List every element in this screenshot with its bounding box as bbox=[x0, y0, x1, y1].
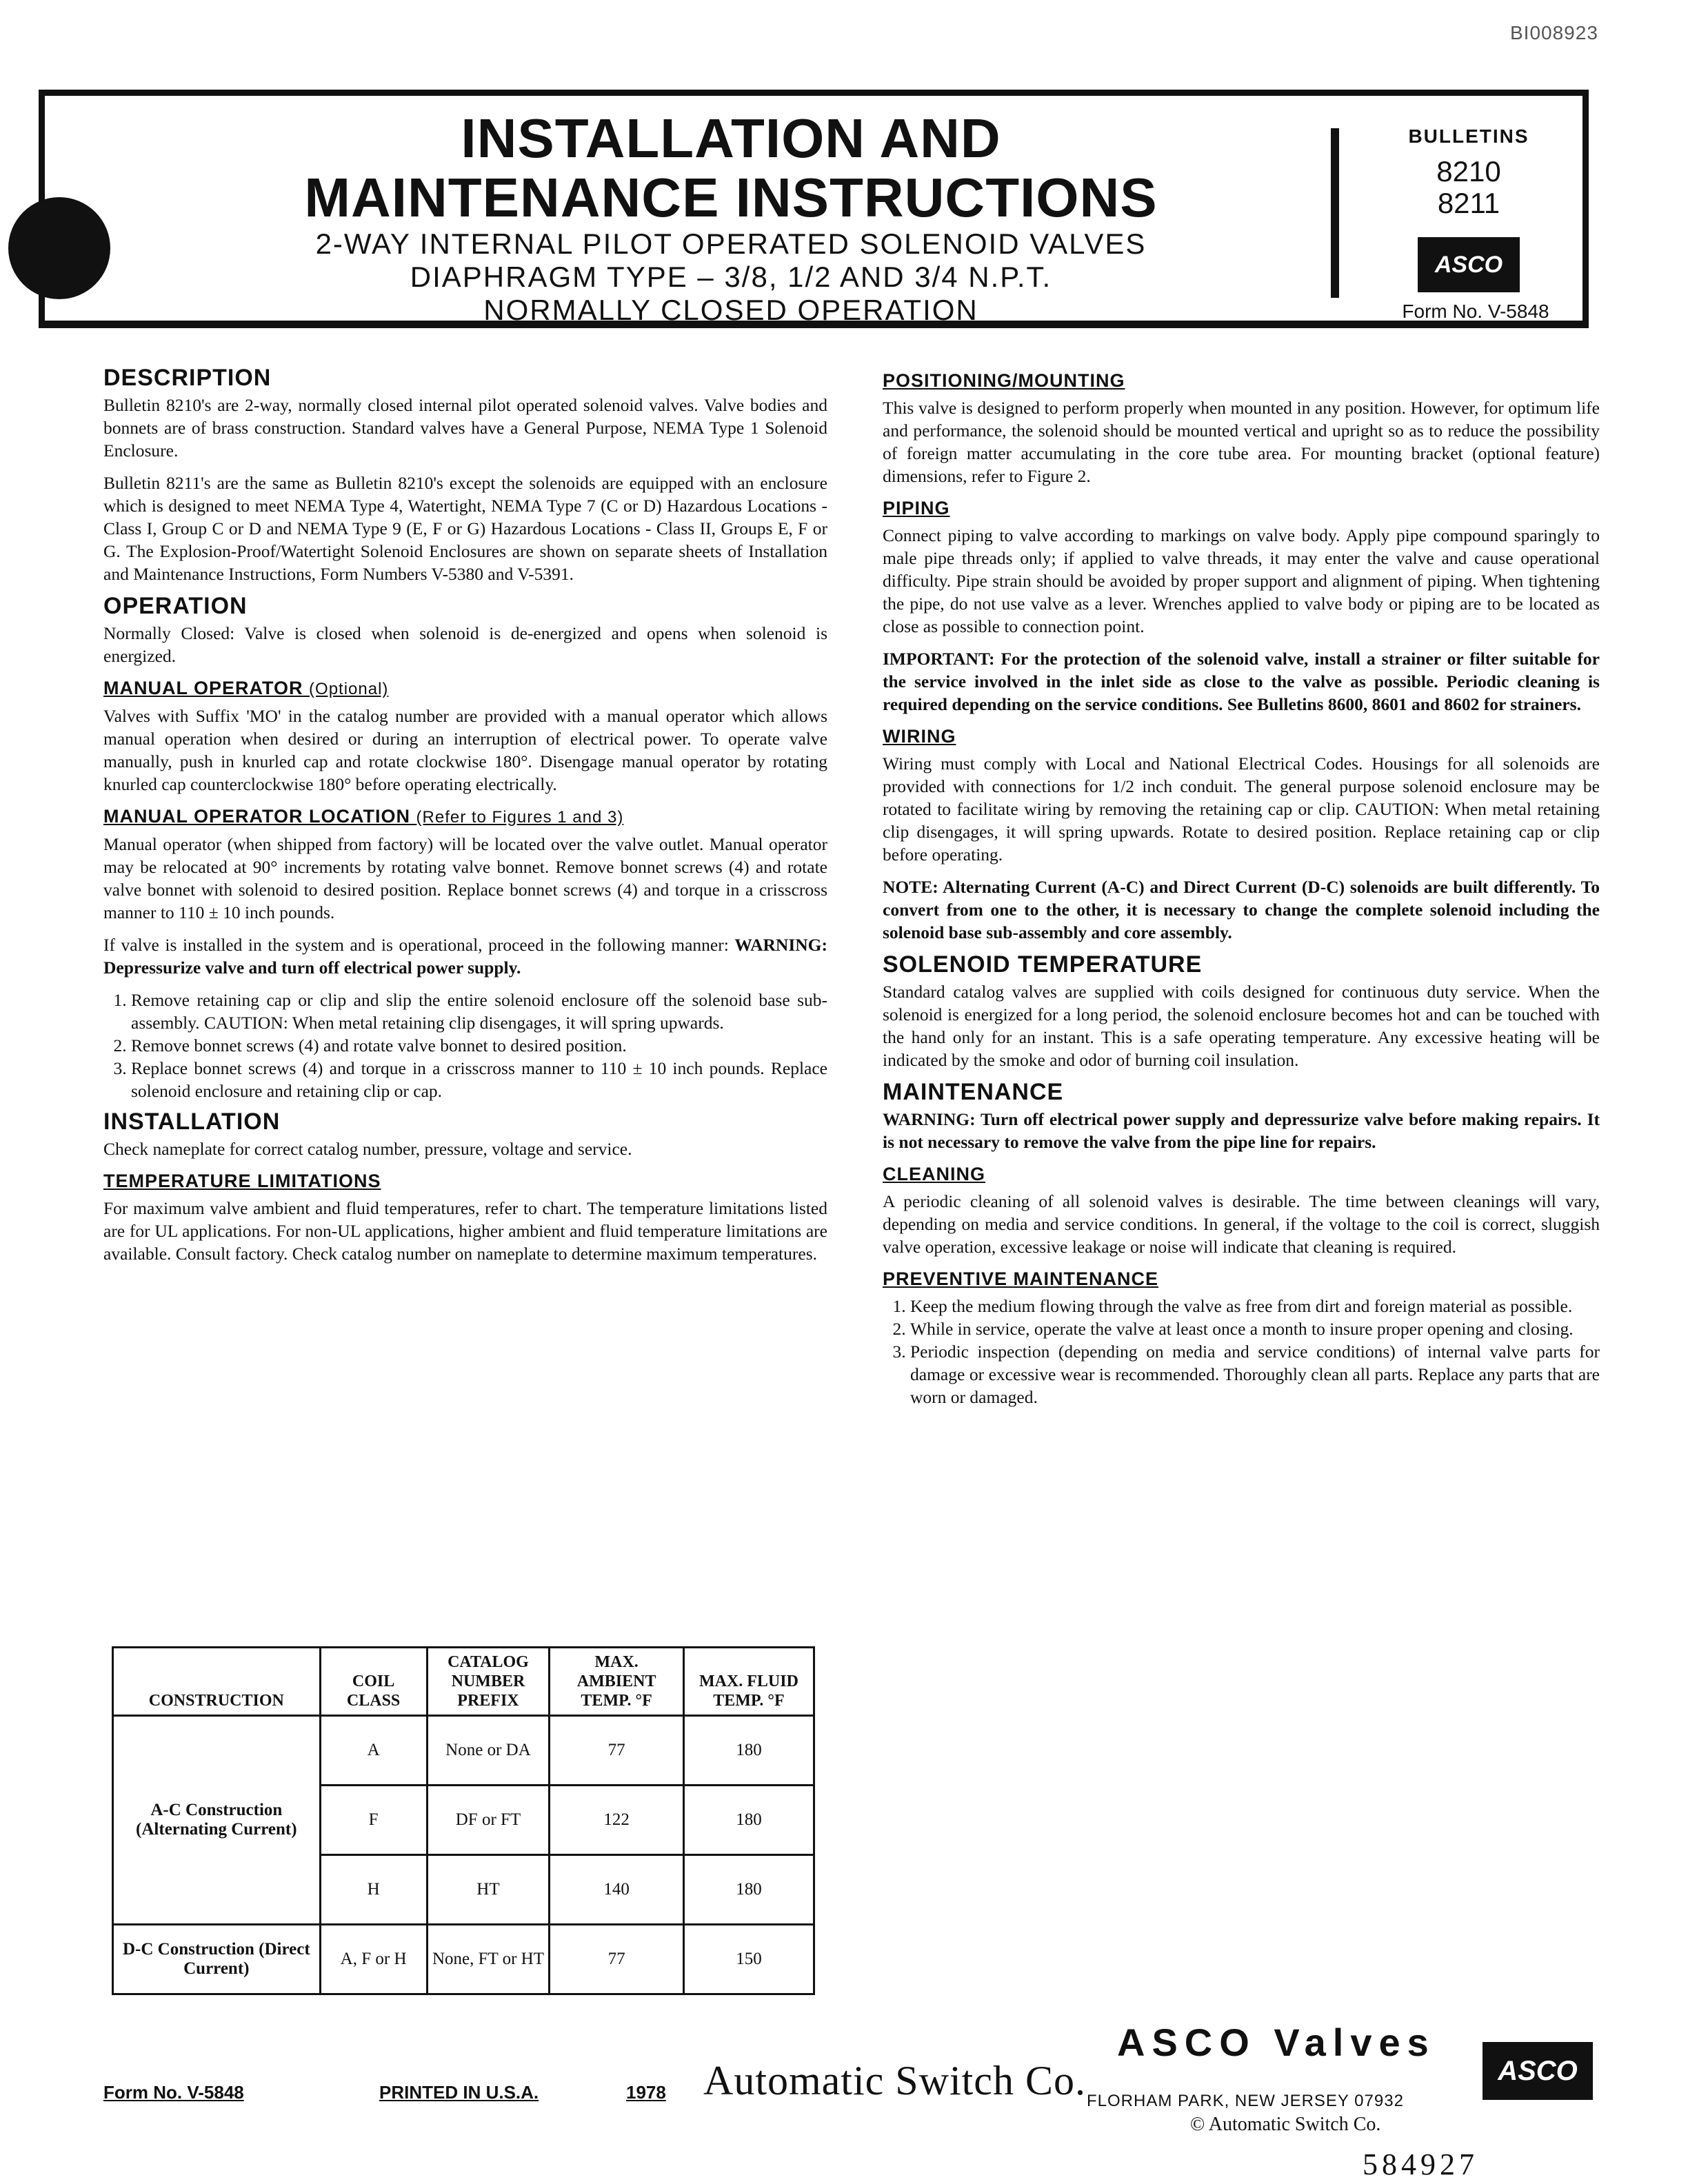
subtitle bbox=[207, 228, 1255, 327]
table-cell: None or DA bbox=[427, 1716, 550, 1786]
table-cell: 180 bbox=[683, 1855, 814, 1925]
section-heading-positioning: POSITIONING/MOUNTING bbox=[883, 370, 1125, 391]
table-row bbox=[113, 1716, 814, 1786]
paragraph: Normally Closed: Valve is closed when solenoid is de-energized and opens when solenoid is energized. bbox=[103, 623, 827, 666]
document-id: BI008923 bbox=[1510, 22, 1598, 43]
heading-text: MANUAL OPERATOR bbox=[103, 678, 303, 698]
heading-text: MANUAL OPERATOR LOCATION bbox=[103, 806, 410, 827]
header-divider bbox=[1331, 128, 1339, 298]
section-heading-solenoid-temperature: SOLENOID TEMPERATURE bbox=[883, 951, 1203, 978]
table-cell: H bbox=[320, 1855, 427, 1925]
maintenance-warning: WARNING: Turn off electrical power supply and depressurize valve before making repairs. It is not necessary to remove the valve from the pipe line for repairs. bbox=[883, 1109, 1600, 1152]
table-row bbox=[113, 1925, 814, 1994]
section-heading-temperature-limitations: TEMPERATURE LIMITATIONS bbox=[103, 1171, 381, 1191]
subtitle-line-1: 2-WAY INTERNAL PILOT OPERATED SOLENOID VALVES bbox=[315, 228, 1147, 260]
paragraph: Connect piping to valve according to markings on valve body. Apply pipe compound sparingly to male pipe threads only; if applied to valve threads, it may enter the valve and cause operational difficulty. Pipe strain should be avoided by proper support and alignment of piping. When tightening the pipe, do not use valve as a lever. Wrenches applied to valve body or piping are to be located as close as possible to connection point. bbox=[883, 525, 1600, 636]
paragraph: A periodic cleaning of all solenoid valves is desirable. The time between cleanings will vary, depending on media and service conditions. In general, if the voltage to the coil is correct, sluggish valve operation, excessive leakage or noise will indicate that cleaning is required. bbox=[883, 1191, 1600, 1257]
table-cell: A bbox=[320, 1716, 427, 1786]
table-cell: 77 bbox=[550, 1716, 684, 1786]
steps-list bbox=[103, 989, 827, 1102]
right-column bbox=[883, 360, 1600, 1417]
section-heading-wiring: WIRING bbox=[883, 726, 956, 747]
section-heading-maintenance: MAINTENANCE bbox=[883, 1079, 1064, 1105]
table-cell: 122 bbox=[550, 1786, 684, 1855]
footer-copyright: © Automatic Switch Co. bbox=[1190, 2114, 1381, 2135]
subtitle-line-2: DIAPHRAGM TYPE – 3/8, 1/2 AND 3/4 N.P.T. bbox=[410, 261, 1052, 293]
footer-address: FLORHAM PARK, NEW JERSEY 07932 bbox=[1087, 2092, 1404, 2110]
list-item: 2. Remove bonnet screws (4) and rotate valve bonnet to desired position. bbox=[131, 1034, 827, 1057]
list-item: 1. Remove retaining cap or clip and slip the entire solenoid enclosure off the solenoid base sub-assembly. CAUTION: When metal retaining clip disengages, it will spring upwards. bbox=[131, 989, 827, 1034]
punch-hole-mark bbox=[8, 197, 110, 299]
table-header-cell: CATALOG NUMBER PREFIX bbox=[427, 1648, 550, 1716]
bulletins-label: BULLETINS bbox=[1408, 125, 1529, 147]
section-heading-piping: PIPING bbox=[883, 498, 950, 518]
paragraph: Bulletin 8211's are the same as Bulletin 8210's except the solenoids are equipped with an enclosure which is designed to meet NEMA Type 4, Watertight, NEMA Type 7 (C or D) Hazardous Locations - Class I, Group C or D and NEMA Type 9 (E, F or G) Hazardous Locations - Class II, Groups E, F or G. The Explosion-Proof/Watertight Solenoid Enclosures are shown on separate sheets of Installation and Maintenance Instructions, Form Numbers V-5380 and V-5391. bbox=[103, 473, 827, 584]
list-item: 3. Replace bonnet screws (4) and torque in a crisscross manner to 110 ± 10 inch pounds. Replace solenoid enclosure and retaining clip or cap. bbox=[131, 1057, 827, 1102]
footer-code: 584927 bbox=[1363, 2147, 1478, 2181]
table-cell: 77 bbox=[550, 1925, 684, 1994]
list-item: 2. While in service, operate the valve at least once a month to insure proper opening and closing. bbox=[910, 1317, 1600, 1340]
paragraph: Bulletin 8210's are 2-way, normally closed internal pilot operated solenoid valves. Valve bodies and bonnets are of brass construction. Standard valves have a General Purpose, NEMA Type 1 Solenoid Enclosure. bbox=[103, 395, 827, 461]
footer-printed: PRINTED IN U.S.A. bbox=[379, 2082, 539, 2103]
list-item: 3. Periodic inspection (depending on media and service conditions) of internal valve parts for damage or excessive wear is recommended. Thoroughly clean all parts. Replace any parts that are worn or damaged. bbox=[910, 1340, 1600, 1408]
table-header-cell: COIL CLASS bbox=[320, 1648, 427, 1716]
left-column bbox=[103, 360, 827, 1275]
important-note: IMPORTANT: For the protection of the solenoid valve, install a strainer or filter suitable for the service involved in the inlet side as close to the valve as possible. Periodic cleaning is required depending on the service conditions. See Bulletins 8600, 8601 and 8602 for strainers. bbox=[883, 649, 1600, 714]
list-item: 1. Keep the medium flowing through the valve as free from dirt and foreign material as possible. bbox=[910, 1295, 1600, 1317]
table-cell: 150 bbox=[683, 1925, 814, 1994]
asco-logo: ASCO bbox=[1483, 2042, 1593, 2100]
paragraph: Standard catalog valves are supplied with coils designed for continuous duty service. When the solenoid is energized for a long period, the solenoid enclosure becomes hot and can be touched with the hand only for an instant. This is a safe operating temperature. Any excessive heating will be indicated by the smoke and odor of burning coil insulation. bbox=[883, 982, 1600, 1070]
subtitle-line-3: NORMALLY CLOSED OPERATION bbox=[483, 294, 978, 326]
section-heading-manual-operator-location bbox=[103, 805, 827, 829]
table-header-cell: CONSTRUCTION bbox=[113, 1648, 321, 1716]
bulletin-number: 8211 bbox=[1437, 187, 1500, 219]
footer-company-name: Automatic Switch Co. bbox=[703, 2058, 1086, 2103]
table-cell: 140 bbox=[550, 1855, 684, 1925]
section-heading-operation: OPERATION bbox=[103, 593, 248, 619]
paragraph: Manual operator (when shipped from factory) will be located over the valve outlet. Manual operator may be relocated at 90° increments by rotating valve bonnet. Remove bonnet screws (4) and rotate valve bonnet with solenoid to desired position. Replace bonnet screws (4) and torque in a crisscross manner to 110 ± 10 inch pounds. bbox=[103, 834, 827, 922]
table-header-cell: MAX. FLUID TEMP. °F bbox=[683, 1648, 814, 1716]
section-heading-cleaning: CLEANING bbox=[883, 1164, 985, 1184]
table-cell: DF or FT bbox=[427, 1786, 550, 1855]
paragraph: This valve is designed to perform properly when mounted in any position. However, for optimum life and performance, the solenoid should be mounted vertical and upright so as to reduce the possibility of foreign matter accumulating in the core tube area. For mounting bracket (optional feature) dimensions, refer to Figure 2. bbox=[883, 398, 1600, 486]
wiring-note: NOTE: Alternating Current (A-C) and Direct Current (D-C) solenoids are built differently. To convert from one to the other, it is necessary to change the complete solenoid including the solenoid base sub-assembly and core assembly. bbox=[883, 877, 1600, 942]
section-heading-description: DESCRIPTION bbox=[103, 365, 272, 391]
paragraph: For maximum valve ambient and fluid temperatures, refer to chart. The temperature limitations listed are for UL applications. For non-UL applications, higher ambient and fluid temperature limitations are available. Consult factory. Check catalog number on nameplate to determine maximum temperatures. bbox=[103, 1198, 827, 1264]
section-heading-installation: INSTALLATION bbox=[103, 1109, 281, 1135]
table-cell: A, F or H bbox=[320, 1925, 427, 1994]
heading-note: (Optional) bbox=[309, 680, 389, 698]
footer-form-number: Form No. V-5848 bbox=[103, 2082, 244, 2103]
bulletin-numbers bbox=[1407, 156, 1531, 219]
paragraph: Check nameplate for correct catalog number, pressure, voltage and service. bbox=[103, 1139, 632, 1159]
paragraph bbox=[103, 933, 827, 979]
table-header-row bbox=[113, 1648, 814, 1716]
table-cell-construction: D-C Construction (Direct Current) bbox=[113, 1925, 321, 1994]
table-cell: 180 bbox=[683, 1716, 814, 1786]
table-header-cell: MAX. AMBIENT TEMP. °F bbox=[550, 1648, 684, 1716]
paragraph: Wiring must comply with Local and National Electrical Codes. Housings for all solenoids are provided with connections for 1/2 inch conduit. The general purpose solenoid enclosure may be rotated to facilitate wiring by removing the retaining cap or clip. CAUTION: When metal retaining clip disengages, it will spring upwards. Rotate to desired position. Replace retaining cap or clip before operating. bbox=[883, 754, 1600, 865]
footer-year: 1978 bbox=[626, 2082, 666, 2103]
table-cell: None, FT or HT bbox=[427, 1925, 550, 1994]
page-title bbox=[207, 109, 1255, 228]
temperature-table bbox=[112, 1646, 815, 1995]
table-cell-construction: A-C Construction (Alternating Current) bbox=[113, 1716, 321, 1925]
table-cell: F bbox=[320, 1786, 427, 1855]
title-line-1: INSTALLATION AND bbox=[461, 108, 1001, 169]
heading-note: (Refer to Figures 1 and 3) bbox=[416, 808, 624, 827]
preventive-list bbox=[883, 1295, 1600, 1408]
title-line-2: MAINTENANCE INSTRUCTIONS bbox=[304, 167, 1158, 228]
table-cell: 180 bbox=[683, 1786, 814, 1855]
asco-logo: ASCO bbox=[1418, 237, 1520, 292]
section-heading-preventive-maintenance: PREVENTIVE MAINTENANCE bbox=[883, 1268, 1159, 1289]
bulletin-number: 8210 bbox=[1436, 155, 1501, 188]
warning-text: WARNING: Depressurize valve and turn off electrical power supply. bbox=[103, 935, 827, 978]
table-cell: HT bbox=[427, 1855, 550, 1925]
section-heading-manual-operator bbox=[103, 677, 827, 700]
form-number: Form No. V-5848 bbox=[1402, 301, 1549, 322]
footer-brand: ASCO Valves bbox=[1117, 2021, 1436, 2064]
paragraph: Valves with Suffix 'MO' in the catalog number are provided with a manual operator which allows manual operation when desired or during an interruption of electrical power. To operate valve manually, push in knurled cap and rotate clockwise 180°. Disengage manual operator by rotating knurled cap counterclockwise 180° before operating electrically. bbox=[103, 706, 827, 794]
paragraph-text: If valve is installed in the system and is operational, proceed in the following manner: bbox=[103, 935, 729, 955]
